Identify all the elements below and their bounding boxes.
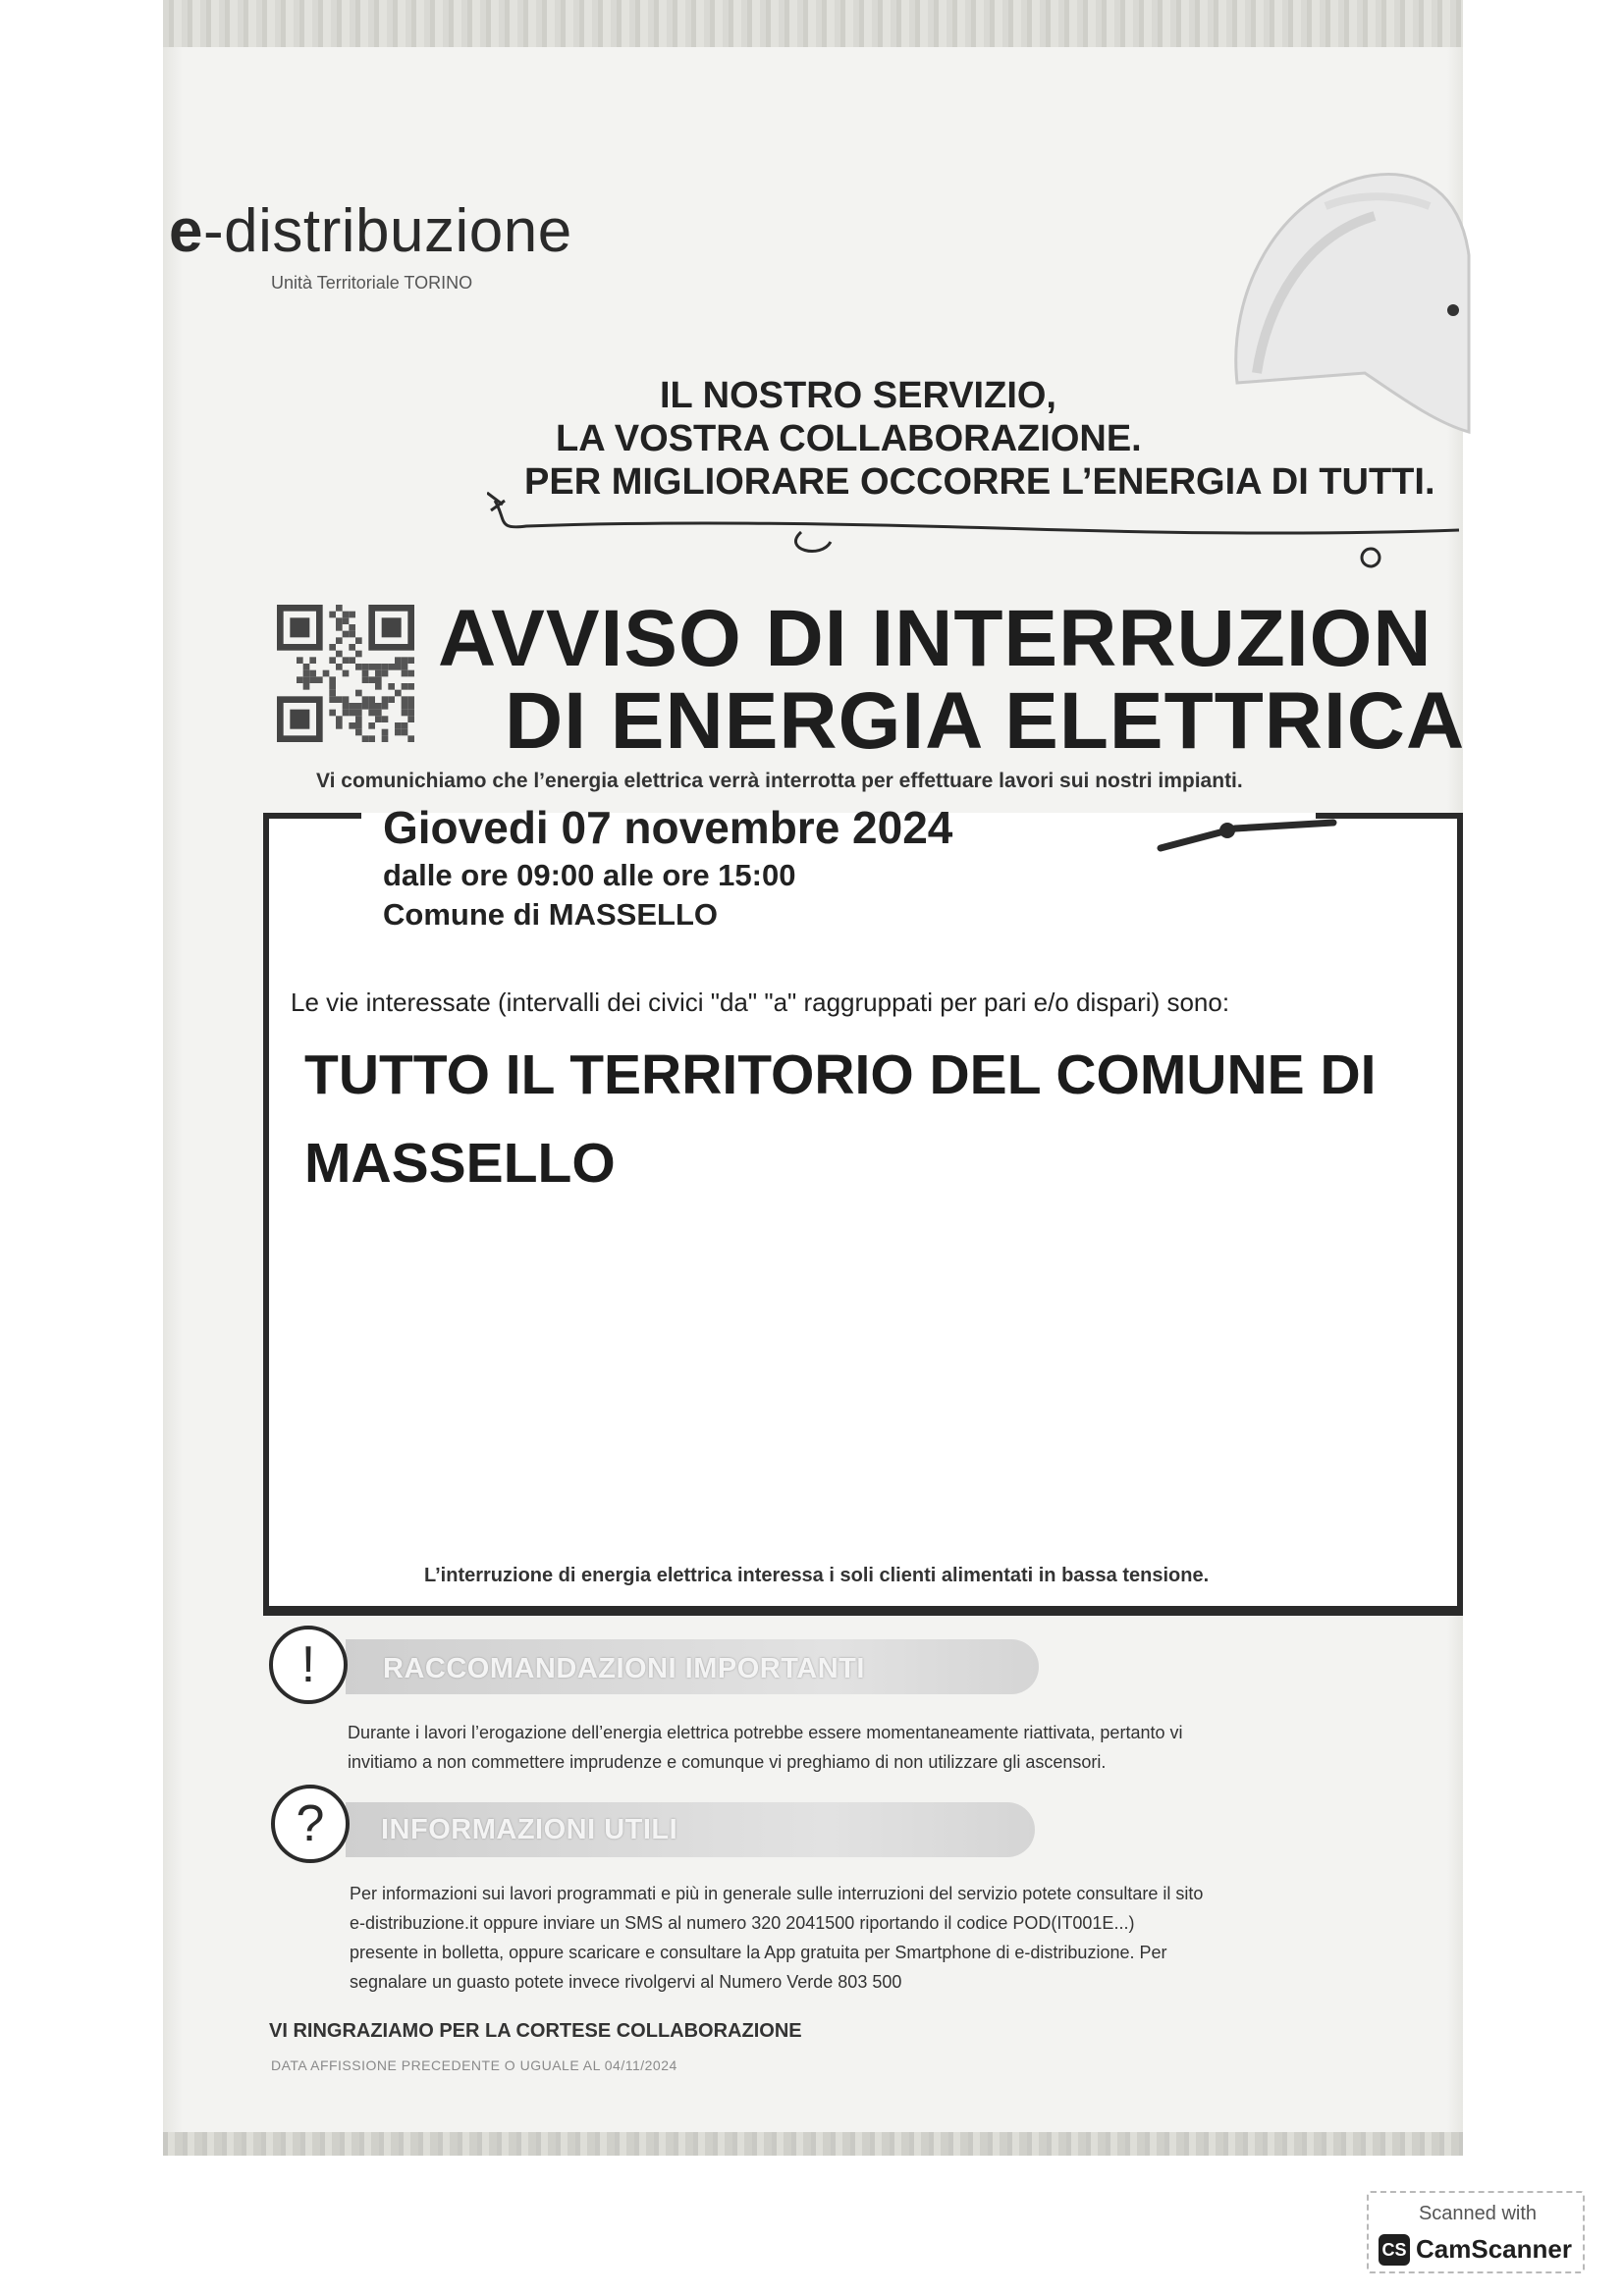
affected-area-line-2: MASSELLO xyxy=(304,1132,616,1195)
interruption-date: Giovedi 07 novembre 2024 xyxy=(383,802,953,853)
recommendations-text-line-1: Durante i lavori l’erogazione dell’energia elettrica potrebbe essere momentaneamente riattivata, pertanto vi xyxy=(348,1723,1183,1742)
company-logo xyxy=(169,196,572,266)
logo-e: e xyxy=(169,197,203,265)
scan-edge-bottom xyxy=(163,2132,1463,2156)
scan-edge-left xyxy=(163,47,183,2132)
camscanner-brand: CamScanner xyxy=(1416,2234,1572,2264)
notice-title-line-2: DI ENERGIA ELETTRICA xyxy=(505,676,1466,766)
camscanner-logo-icon: CS xyxy=(1379,2234,1410,2266)
interruption-municipality: Comune di MASSELLO xyxy=(383,897,718,932)
slogan-line-2: LA VOSTRA COLLABORAZIONE. xyxy=(556,418,1142,459)
info-text-line-4: segnalare un guasto potete invece rivolgervi al Numero Verde 803 500 xyxy=(350,1972,902,1992)
affected-area-line-1: TUTTO IL TERRITORIO DEL COMUNE DI xyxy=(304,1043,1377,1106)
recommendations-title: RACCOMANDAZIONI IMPORTANTI xyxy=(383,1653,865,1684)
notice-title-line-1: AVVISO DI INTERRUZION xyxy=(438,594,1433,683)
box-border-top-left xyxy=(263,813,361,819)
scan-edge-top xyxy=(163,0,1463,47)
helmet-icon xyxy=(1198,137,1473,452)
affected-streets-label: Le vie interessate (intervalli dei civici "da" "a" raggruppati per pari e/o dispari) sono: xyxy=(291,988,1230,1017)
plug-icon xyxy=(1157,805,1343,854)
exclamation-icon: ! xyxy=(269,1626,348,1704)
info-text-line-2: e-distribuzione.it oppure inviare un SMS al numero 320 2041500 riportando il codice POD(IT001E...) xyxy=(350,1913,1135,1933)
territorial-unit: Unità Territoriale TORINO xyxy=(271,273,473,293)
info-title: INFORMAZIONI UTILI xyxy=(381,1814,678,1845)
interruption-hours: dalle ore 09:00 alle ore 15:00 xyxy=(383,858,796,892)
notice-box xyxy=(263,813,1463,1616)
low-voltage-note: L’interruzione di energia elettrica interessa i soli clienti alimentati in bassa tensione. xyxy=(424,1565,1210,1586)
recommendations-text-line-2: invitiamo a non commettere imprudenze e comunque vi preghiamo di non utilizzare gli ascensori. xyxy=(348,1752,1107,1772)
qr-code xyxy=(277,605,414,752)
slogan-line-3: PER MIGLIORARE OCCORRE L’ENERGIA DI TUTTI. xyxy=(524,461,1435,503)
scanned-with-label: Scanned with xyxy=(1418,2203,1538,2224)
cable-icon xyxy=(487,481,1467,579)
thanks-text: VI RINGRAZIAMO PER LA CORTESE COLLABORAZIONE xyxy=(269,2020,802,2042)
camscanner-badge xyxy=(1367,2191,1585,2273)
logo-wordmark: -distribuzione xyxy=(202,197,572,265)
slogan-line-1: IL NOSTRO SERVIZIO, xyxy=(660,375,1056,416)
info-text-line-3: presente in bolletta, oppure scaricare e consultare la App gratuita per Smartphone di e-distribuzione. Per xyxy=(350,1943,1167,1962)
question-icon: ? xyxy=(271,1785,350,1863)
posting-date: DATA AFFISSIONE PRECEDENTE O UGUALE AL 04/11/2024 xyxy=(271,2057,677,2073)
intro-text: Vi comunichiamo che l’energia elettrica verrà interrotta per effettuare lavori sui nostri impianti. xyxy=(316,770,1243,792)
info-text-line-1: Per informazioni sui lavori programmati e più in generale sulle interruzioni del servizio potete consultare il sito xyxy=(350,1884,1204,1903)
